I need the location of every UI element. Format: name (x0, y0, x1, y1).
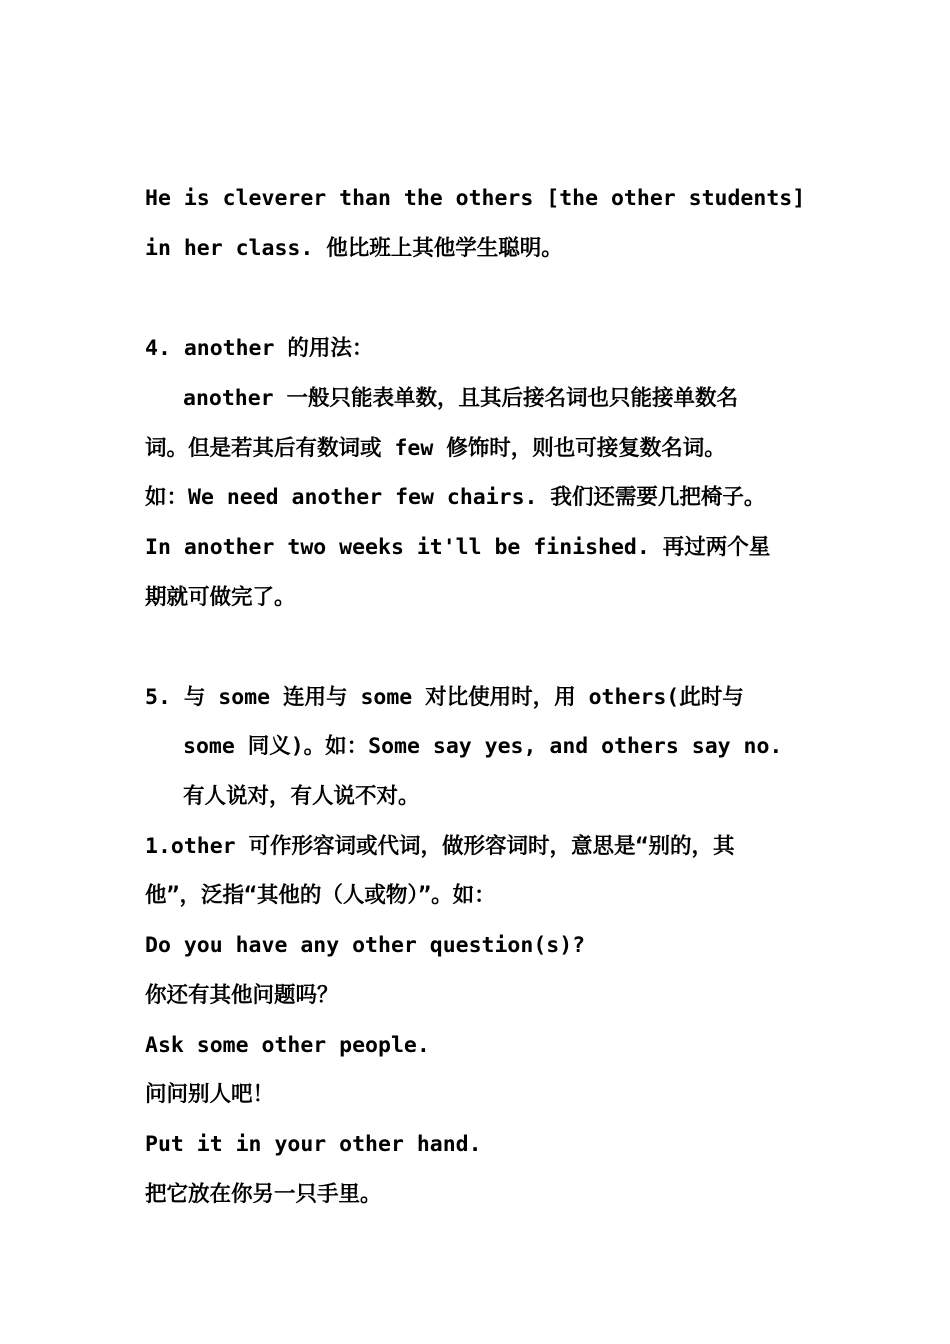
example-sentence-line: 期就可做完了。 (145, 585, 296, 610)
example-chinese: 你还有其他问题吗？ (145, 983, 339, 1008)
paragraph-line: 词。但是若其后有数词或 few 修饰时，则也可接复数名词。 (145, 436, 726, 461)
paragraph-line: 1.other 可作形容词或代词，做形容词时，意思是“别的，其 (145, 834, 735, 859)
paragraph-line: some 同义)。如：Some say yes, and others say no. (183, 734, 783, 759)
example-sentence-line: He is cleverer than the others [the other students] (145, 186, 806, 211)
paragraph-line: another 一般只能表单数，且其后接名词也只能接单数名 (183, 386, 739, 411)
section-heading: 4. another 的用法： (145, 336, 374, 361)
example-english: Put it in your other hand. (145, 1132, 482, 1157)
example-sentence-line: In another two weeks it'll be finished. 再过两个星 (145, 535, 771, 560)
example-sentence-line: in her class. 他比班上其他学生聪明。 (145, 236, 563, 261)
example-sentence-line: 如：We need another few chairs. 我们还需要几把椅子。 (145, 485, 766, 510)
paragraph-line: 他”，泛指“其他的（人或物）”。如： (145, 883, 496, 908)
example-chinese: 问问别人吧！ (145, 1082, 275, 1107)
paragraph-line: 有人说对，有人说不对。 (183, 784, 420, 809)
example-english: Ask some other people. (145, 1033, 430, 1058)
section-heading: 5. 与 some 连用与 some 对比使用时，用 others(此时与 (145, 685, 744, 710)
example-english: Do you have any other question(s)? (145, 933, 586, 958)
example-chinese: 把它放在你另一只手里。 (145, 1182, 382, 1207)
